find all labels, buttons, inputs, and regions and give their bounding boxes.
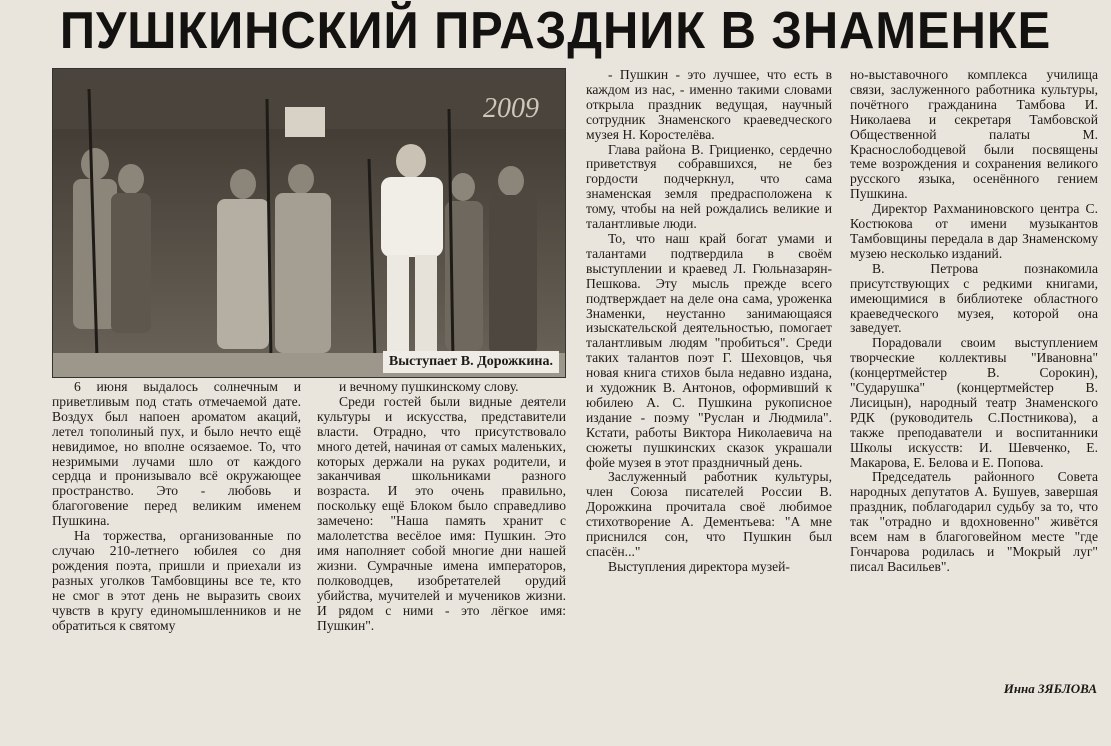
banner-text: 2009 [483,93,539,124]
column-4-paragraph: В. Петрова познакомила присутствующих с редкими книгами, имеющимися в библиотеке областного краеведческого музея, которой она заведует. [850,260,1098,336]
column-3-paragraph: Заслуженный работник культуры, член Союза писателей России В. Дорожкина прочитала своё любимое стихотворение А. Дементьева: "А мне приснился сон, что Пушкин был спасён..." [586,469,832,559]
column-2-paragraph: и вечному пушкинскому слову. [339,380,519,394]
column-3-paragraph: - Пушкин - это лучшее, что есть в каждом из нас, - именно такими словами открыла праздник ведущая, научный сотрудник Знаменского краеведческого музея Н. Коростелёва. [586,68,832,142]
column-2-paragraph: Среди гостей были видные деятели культуры и искусства, представители власти. Отрадно, что присутствовало много детей, начиная от самых маленьких, которых держали на руках родители, и заканчивая школьниками разного возраста. И это очень правильно, поскольку ещё Блоком было справедливо замечено: "Наша память хранит с малолетства весёлое имя: Пушкин. Это имя наполняет собой многие дни нашей жизни. Сумрачные имена императоров, полководцев, изобретателей орудий убийства, мучителей и мучеников жизни. И рядом с ними - это лёгкое имя: Пушкин". [317,393,566,633]
column-1-paragraph: 6 июня выдалось солнечным и приветливым под стать отмечаемой дате. Воздух был напоен ароматом акаций, летел тополиный пух, и было нечто ещё невидимое, но вполне осязаемое. То, что незримыми лучами шло от каждого сердца и пронизывало всё окружающее пространство. Это - любовь и благоговение перед великим именем Пушкина. [52,380,301,529]
column-4-paragraph: Порадовали своим выступлением творческие коллективы "Ивановна" (концертмейстер В. Сорокин), "Сударушка" (концертмейстер В. Лисицын), народный театр Знаменского РДК (руководитель С.Постникова), а также преподаватели и воспитанники Школы искусств: И. Шевченко, Е. Макарова, Е. Белова и Е. Попова. [850,335,1098,470]
column-4-paragraph: но-выставочного комплекса училища связи, заслуженного работника культуры, почётного гражданина Тамбова И. Николаева и секретаря Тамбовской Общественной палаты М. Краснослободцевой были посвящены теме возрождения и сохранения великого русского языка, осенённого гением Пушкина. [850,68,1098,202]
headline: ПУШКИНСКИЙ ПРАЗДНИК В ЗНАМЕНКЕ [59,2,1052,60]
column-3 [586,68,832,694]
column-1-paragraph: На торжества, организованные по случаю 210-летнего юбилея со дня рождения поэта, пришли и приехали из разных уголков Тамбовщины все те, кто не смог в этот день не выразить своих чувств в кругу единомышленников и не обратиться к святому [52,528,301,633]
column-3-paragraph: Глава района В. Грициенко, сердечно приветствуя собравшихся, не без гордости подчеркнул, что сама знаменская земля предрасположена к тому, чтобы на ней рождались великие и талантливые люди. [586,141,832,232]
column-4 [850,68,1098,678]
column-1 [52,380,301,692]
event-photo [52,68,566,378]
column-2 [317,380,566,692]
stage-photo-image [53,69,565,377]
column-3-paragraph: То, что наш край богат умами и талантами подтвердила в своём выступлении и краевед Л. Гюльназарян-Пешкова. Эту мысль прежде всего подтверждает на деле она сама, уроженка Знаменки, неустанно занимающаяся изыскательской деятельностью, помогает талантливым людям "пробиться". Среди таких талантов поэт Г. Шеховцов, чья новая книга стихов была недавно издана, и художник В. Антонов, оформивший к юбилею А. С. Пушкина рукописное издание - поэму "Руслан и Людмила". Кстати, работы Виктора Николаевича на сюжеты пушкинских сказок украшали фойе музея в этот праздничный день. [586,230,832,470]
column-3-paragraph: Выступления директора музей- [608,558,790,574]
photo-caption: Выступает В. Дорожкина. [383,351,559,373]
column-4-paragraph: Директор Рахманиновского центра С. Костюкова от имени музыкантов Тамбовщины передала в дар Знаменскому музею несколько изданий. [850,201,1098,261]
column-4-paragraph: Председатель районного Совета народных депутатов А. Бушуев, завершая праздник, поблагодарил судьбу за то, что так "отрадно и вдохновенно" живётся всем нам в благоговейном месте "где Гончарова родилась и "Мокрый луг" писал Васильев". [850,469,1098,574]
author-byline: Инна ЗЯБЛОВА [1003,681,1097,696]
